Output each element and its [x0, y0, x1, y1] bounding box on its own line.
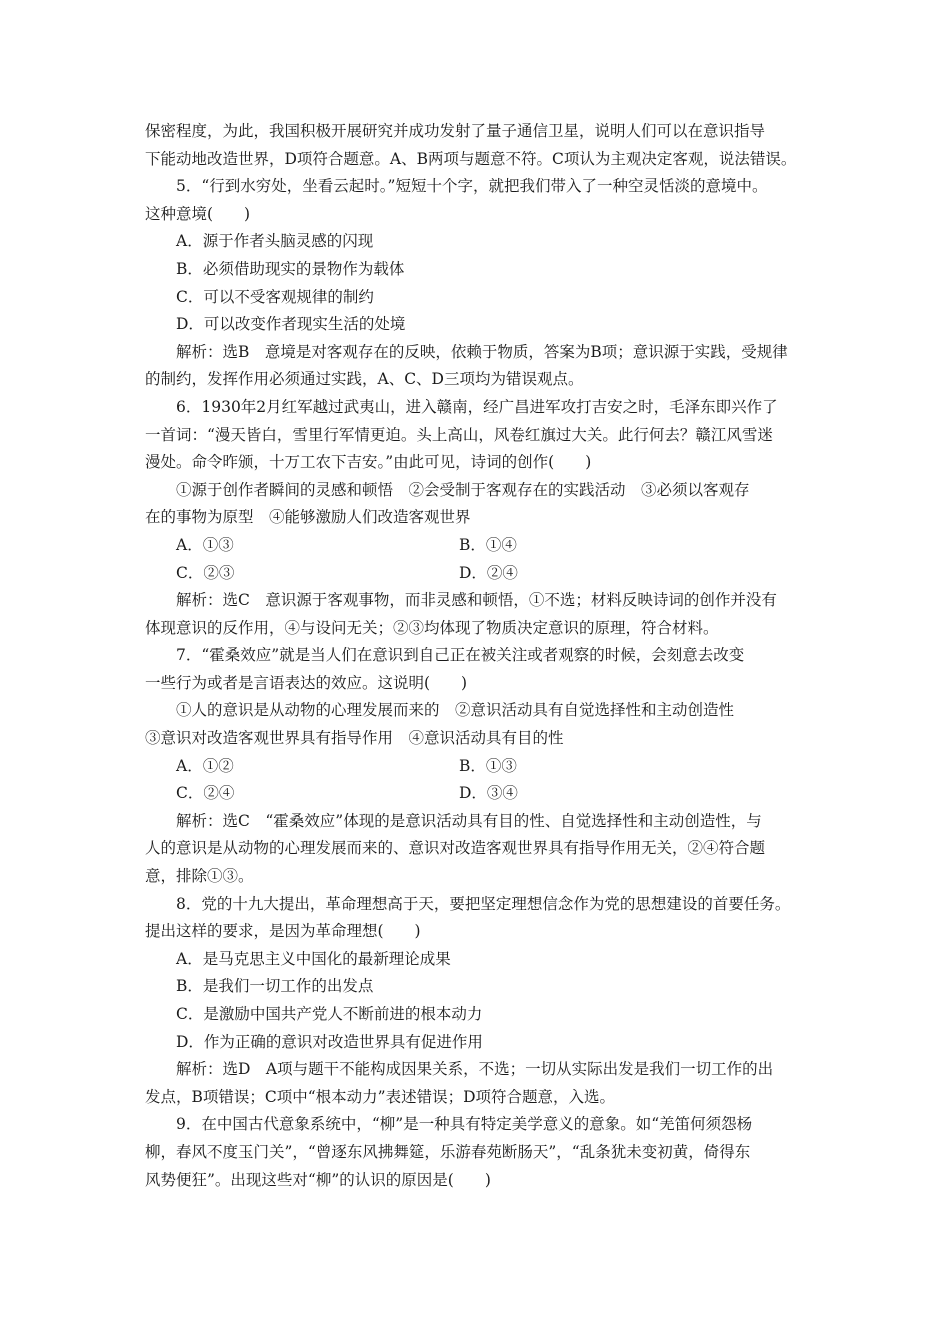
question-8-option-d: D．作为正确的意识对改造世界具有促进作用 — [176, 1032, 483, 1051]
question-6-options-row-2 — [145, 560, 812, 588]
question-7-options-row-1 — [145, 753, 812, 781]
question-9-stem-cont: 柳，春风不度玉门关”，“曾逐东风拂舞筵，乐游春苑断肠天”，“乱条犹未变初黄，倚得东 — [145, 1142, 751, 1161]
question-6-statements: ①源于创作者瞬间的灵感和顿悟 ②会受制于客观存在的实践活动 ③必须以客观存 — [176, 480, 750, 499]
question-5-option-a: A．源于作者头脑灵感的闪现 — [176, 232, 374, 251]
question-7-option-a: A．①② — [176, 756, 234, 775]
question-7-options-row-2 — [145, 780, 812, 808]
question-7-explanation-cont: 意，排除①③。 — [145, 867, 254, 886]
question-7-option-b: B．①③ — [459, 756, 517, 775]
question-6-option-a: A．①③ — [176, 535, 234, 554]
question-5-explanation-cont: 的制约，发挥作用必须通过实践，A、C、D三项均为错误观点。 — [145, 370, 584, 389]
question-7-stem: 7．“霍桑效应”就是当人们在意识到自己正在被关注或者观察的时候，会刻意去改变 — [176, 646, 745, 665]
question-5-option-b: B．必须借助现实的景物作为载体 — [176, 259, 405, 278]
text-line: 保密程度，为此，我国积极开展研究并成功发射了量子通信卫星，说明人们可以在意识指导 — [145, 122, 766, 140]
question-6-stem-cont: 漫处。命令昨颁，十万工农下吉安。”由此可见，诗词的创作( ) — [145, 453, 592, 472]
question-7-statements-cont: ③意识对改造客观世界具有指导作用 ④意识活动具有目的性 — [145, 729, 564, 748]
question-6-options-row-1 — [145, 532, 812, 560]
question-6-option-b: B．①④ — [459, 535, 517, 554]
question-6-option-c: C．②③ — [176, 563, 235, 582]
question-7-option-c: C．②④ — [176, 784, 235, 803]
question-7-explanation-cont: 人的意识是从动物的心理发展而来的、意识对改造客观世界具有指导作用无关，②④符合题 — [145, 839, 766, 858]
question-6-option-d: D．②④ — [459, 563, 518, 582]
question-6-statements-cont: 在的事物为原型 ④能够激励人们改造客观世界 — [145, 508, 471, 527]
question-5-stem-cont: 这种意境( ) — [145, 204, 251, 223]
question-5-option-d: D．可以改变作者现实生活的处境 — [176, 315, 406, 334]
question-7-stem-cont: 一些行为或者是言语表达的效应。这说明( ) — [145, 673, 468, 692]
question-6-stem: 6．1930年2月红军越过武夷山，进入赣南，经广昌进军攻打吉安之时，毛泽东即兴作了 — [176, 397, 778, 416]
question-6-stem-cont: 一首词：“漫天皆白，雪里行军情更迫。头上高山，风卷红旗过大关。此行何去？赣江风雪迷 — [145, 425, 773, 444]
question-8-option-b: B．是我们一切工作的出发点 — [176, 977, 374, 996]
question-7-option-d: D．③④ — [459, 784, 518, 803]
question-7-explanation: 解析：选C “霍桑效应”体现的是意识活动具有目的性、自觉选择性和主动创造性，与 — [176, 811, 762, 830]
question-8-option-a: A．是马克思主义中国化的最新理论成果 — [176, 949, 451, 968]
question-5-option-c: C．可以不受客观规律的制约 — [176, 287, 374, 306]
question-6-explanation-cont: 体现意识的反作用，④与设问无关；②③均体现了物质决定意识的原理，符合材料。 — [145, 618, 719, 637]
question-5-stem: 5．“行到水穷处，坐看云起时。”短短十个字，就把我们带入了一种空灵恬淡的意境中。 — [176, 177, 768, 196]
document-page — [145, 118, 812, 1194]
question-8-stem: 8．党的十九大提出，革命理想高于天，要把坚定理想信念作为党的思想建设的首要任务。 — [176, 894, 791, 913]
question-8-option-c: C．是激励中国共产党人不断前进的根本动力 — [176, 1005, 483, 1023]
question-6-explanation: 解析：选C 意识源于客观事物，而非灵感和顿悟，①不选；材料反映诗词的创作并没有 — [176, 591, 777, 610]
question-7-statements: ①人的意识是从动物的心理发展而来的 ②意识活动具有自觉选择性和主动创造性 — [176, 701, 735, 720]
question-9-stem-cont: 风势便狂”。出现这些对“柳”的认识的原因是( ) — [145, 1170, 491, 1189]
question-5-explanation: 解析：选B 意境是对客观存在的反映，依赖于物质，答案为B项；意识源于实践，受规律 — [176, 342, 788, 361]
question-8-explanation-cont: 发点，B项错误；C项中“根本动力”表述错误；D项符合题意，入选。 — [145, 1087, 616, 1106]
question-9-stem: 9．在中国古代意象系统中，“柳”是一种具有特定美学意义的意象。如“羌笛何须怨杨 — [176, 1115, 753, 1134]
question-8-stem-cont: 提出这样的要求，是因为革命理想( ) — [145, 922, 421, 941]
question-8-explanation: 解析：选D A项与题干不能构成因果关系，不选；一切从实际出发是我们一切工作的出 — [176, 1060, 774, 1079]
text-line: 下能动地改造世界，D项符合题意。A、B两项与题意不符。C项认为主观决定客观，说法错误。 — [145, 149, 797, 168]
